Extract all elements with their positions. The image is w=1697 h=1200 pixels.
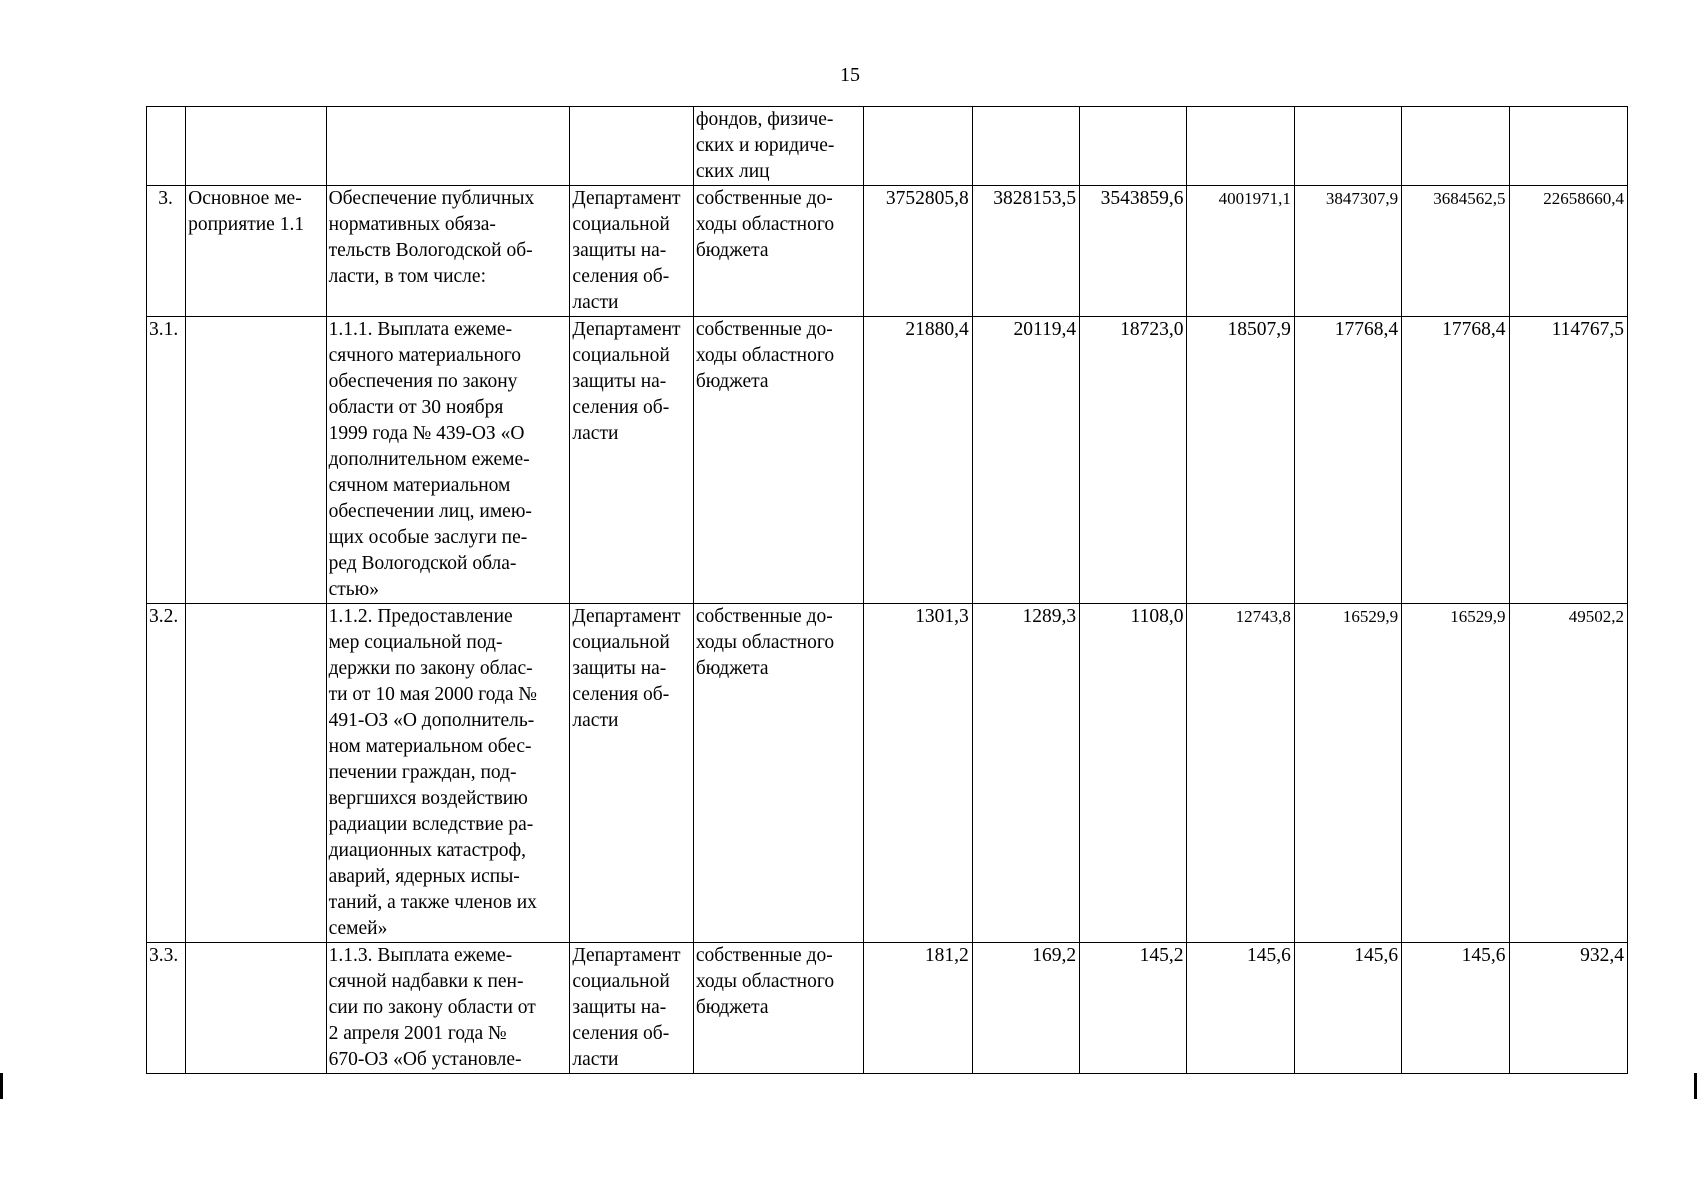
event-name-cell [186,107,326,186]
value-cell [1509,943,1627,1074]
event-name-cell [186,943,326,1074]
value-cell [1294,317,1401,604]
funding-source-cell [693,186,864,317]
row-number-cell [147,604,186,943]
value-cell-text: 3752805,8 [885,188,969,209]
value-cell [1080,317,1187,604]
value-cell [1080,604,1187,943]
event-name-cell [186,317,326,604]
row-number-cell-text: 3.2. [149,606,179,627]
description-cell [326,604,570,943]
executor-cell [570,943,693,1074]
value-cell-text: 49502,2 [1568,607,1624,626]
value-cell [972,604,1079,943]
row-number-cell-text: 3.3. [149,945,179,966]
value-cell-text: 169,2 [1032,945,1077,966]
value-cell [972,186,1079,317]
value-cell-text: 181,2 [924,945,969,966]
value-cell-text: 145,2 [1139,945,1184,966]
value-cell-text: 145,6 [1354,945,1399,966]
table-row [147,107,1628,186]
value-cell-text: 18723,0 [1120,319,1184,340]
value-cell-text: 12743,8 [1235,607,1291,626]
executor-cell-text: Департамент социальной защиты на- селения об- ласти [572,188,681,313]
value-cell [1402,186,1509,317]
value-cell-text: 3684562,5 [1433,189,1506,208]
executor-cell [570,186,693,317]
funding-source-cell [693,107,864,186]
value-cell-text: 114767,5 [1551,319,1624,340]
value-cell [972,107,1079,186]
value-cell [1187,943,1294,1074]
value-cell-text: 17768,4 [1334,319,1399,340]
value-cell [1509,186,1627,317]
event-name-cell [186,604,326,943]
funding-source-cell-text: собственные до- ходы областного бюджета [695,188,835,261]
event-name-cell [186,186,326,317]
executor-cell [570,317,693,604]
table-row [147,943,1628,1074]
row-number-cell [147,943,186,1074]
value-cell [1294,943,1401,1074]
value-cell [864,604,972,943]
value-cell [1402,317,1509,604]
value-cell-text: 20119,4 [1013,319,1077,340]
value-cell-text: 1289,3 [1022,606,1077,627]
value-cell [864,186,972,317]
row-number-cell-text: 3. [158,188,173,209]
row-number-cell [147,107,186,186]
value-cell [1187,317,1294,604]
value-cell [1402,107,1509,186]
row-number-cell [147,317,186,604]
value-cell [864,317,972,604]
funding-source-cell-text: фондов, физиче- ских и юридиче- ских лиц [695,109,835,182]
table-row [147,186,1628,317]
description-cell-text: 1.1.2. Предоставление мер социальной под- держки по закону облас- ти от 10 мая 2000 года № 491-ОЗ «О дополнитель- ном материальном обес- печении граждан, под- вергшихся воздействию радиации вследствие ра- диационных катастроф, аварий, ядерных испы- таний, а также членов их семей» [328,606,538,939]
row-number-cell-text: 3.1. [149,319,179,340]
funding-source-cell [693,943,864,1074]
value-cell-text: 16529,9 [1450,607,1506,626]
value-cell [1294,186,1401,317]
value-cell [1294,107,1401,186]
executor-cell-text: Департамент социальной защиты на- селения об- ласти [572,606,681,731]
value-cell [1294,604,1401,943]
funding-source-cell-text: собственные до- ходы областного бюджета [695,945,835,1018]
value-cell-text: 17768,4 [1442,319,1506,340]
value-cell [1402,943,1509,1074]
funding-source-cell [693,317,864,604]
funding-source-cell-text: собственные до- ходы областного бюджета [695,606,835,679]
value-cell-text: 18507,9 [1227,319,1291,340]
value-cell [1509,107,1627,186]
executor-cell-text: Департамент социальной защиты на- селения об- ласти [572,319,681,444]
value-cell [1187,186,1294,317]
value-cell-text: 21880,4 [905,319,969,340]
value-cell [1187,107,1294,186]
value-cell-text: 3543859,6 [1100,188,1184,209]
value-cell-text: 22658660,4 [1543,189,1624,208]
value-cell-text: 145,6 [1246,945,1291,966]
value-cell-text: 1301,3 [915,606,969,627]
value-cell [1080,107,1187,186]
funding-source-cell [693,604,864,943]
value-cell [1509,317,1627,604]
value-cell [1402,604,1509,943]
description-cell-text: 1.1.1. Выплата ежеме- сячного материального обеспечения по закону области от 30 ноября 1999 года № 439-ОЗ «О дополнительном ежеме- сячном материальном обеспечении лиц, имею- щих особые заслуги пе- ред Вологодской обла- стью» [328,319,532,600]
value-cell [864,943,972,1074]
value-cell [972,317,1079,604]
description-cell-text: 1.1.3. Выплата ежеме- сячной надбавки к пен- сии по закону области от 2 апреля 2001 года № 670-ОЗ «Об установле- [328,945,536,1070]
value-cell [1509,604,1627,943]
table-row [147,317,1628,604]
description-cell [326,186,570,317]
value-cell-text: 4001971,1 [1218,189,1291,208]
value-cell-text: 3828153,5 [993,188,1077,209]
page-number: 15 [840,64,860,86]
executor-cell [570,107,693,186]
value-cell [1187,604,1294,943]
description-cell [326,943,570,1074]
value-cell [1080,186,1187,317]
description-cell [326,317,570,604]
row-number-cell [147,186,186,317]
executor-cell [570,604,693,943]
budget-table [146,106,1628,1074]
value-cell [1080,943,1187,1074]
table-row [147,604,1628,943]
binding-mark-left [0,1073,3,1099]
event-name-cell-text: Основное ме- роприятие 1.1 [188,188,305,235]
description-cell [326,107,570,186]
funding-source-cell-text: собственные до- ходы областного бюджета [695,319,835,392]
value-cell-text: 16529,9 [1342,607,1399,626]
value-cell-text: 3847307,9 [1325,189,1399,208]
value-cell [864,107,972,186]
value-cell-text: 145,6 [1461,945,1506,966]
value-cell-text: 932,4 [1580,945,1624,966]
executor-cell-text: Департамент социальной защиты на- селения об- ласти [572,945,681,1070]
description-cell-text: Обеспечение публичных нормативных обяза- тельств Вологодской об- ласти, в том числе: [328,188,535,287]
value-cell [972,943,1079,1074]
value-cell-text: 1108,0 [1130,606,1184,627]
